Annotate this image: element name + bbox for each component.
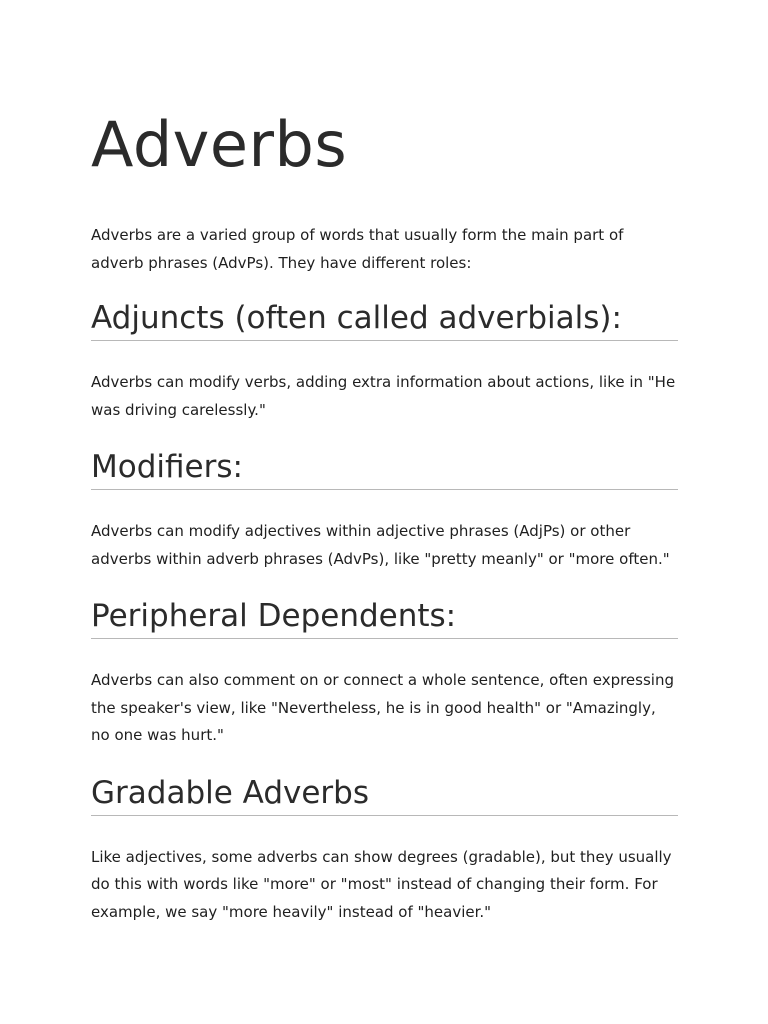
section-heading-adjuncts: Adjuncts (often called adverbials):: [91, 298, 678, 341]
page-title: Adverbs: [91, 108, 348, 181]
section-body-adjuncts: Adverbs can modify verbs, adding extra information about actions, like in "He was driving carelessly.": [91, 373, 676, 419]
section-body-peripheral-dependents: Adverbs can also comment on or connect a whole sentence, often expressing the speaker's view, like "Nevertheless, he is in good health" or "Amazingly, no one was hurt.": [91, 671, 674, 744]
section-body-gradable-adverbs: Like adjectives, some adverbs can show degrees (gradable), but they usually do this with words like "more" or "most" instead of changing their form. For example, we say "more heavily" instead of "heavier.": [91, 847, 672, 921]
section-heading-gradable-adverbs: Gradable Adverbs: [91, 773, 678, 816]
section-gradable-adverbs: [91, 773, 678, 927]
section-modifiers: [91, 447, 678, 573]
section-peripheral-dependents: [91, 596, 678, 750]
section-adjuncts: [91, 298, 678, 424]
section-heading-peripheral-dependents: Peripheral Dependents:: [91, 596, 678, 639]
section-body-modifiers: Adverbs can modify adjectives within adjective phrases (AdjPs) or other adverbs within adverb phrases (AdvPs), like "pretty meanly" or "more often.": [91, 522, 670, 568]
intro-paragraph: Adverbs are a varied group of words that usually form the main part of adverb phrases (AdvPs). They have different roles:: [91, 226, 624, 272]
section-heading-modifiers: Modifiers:: [91, 447, 678, 490]
